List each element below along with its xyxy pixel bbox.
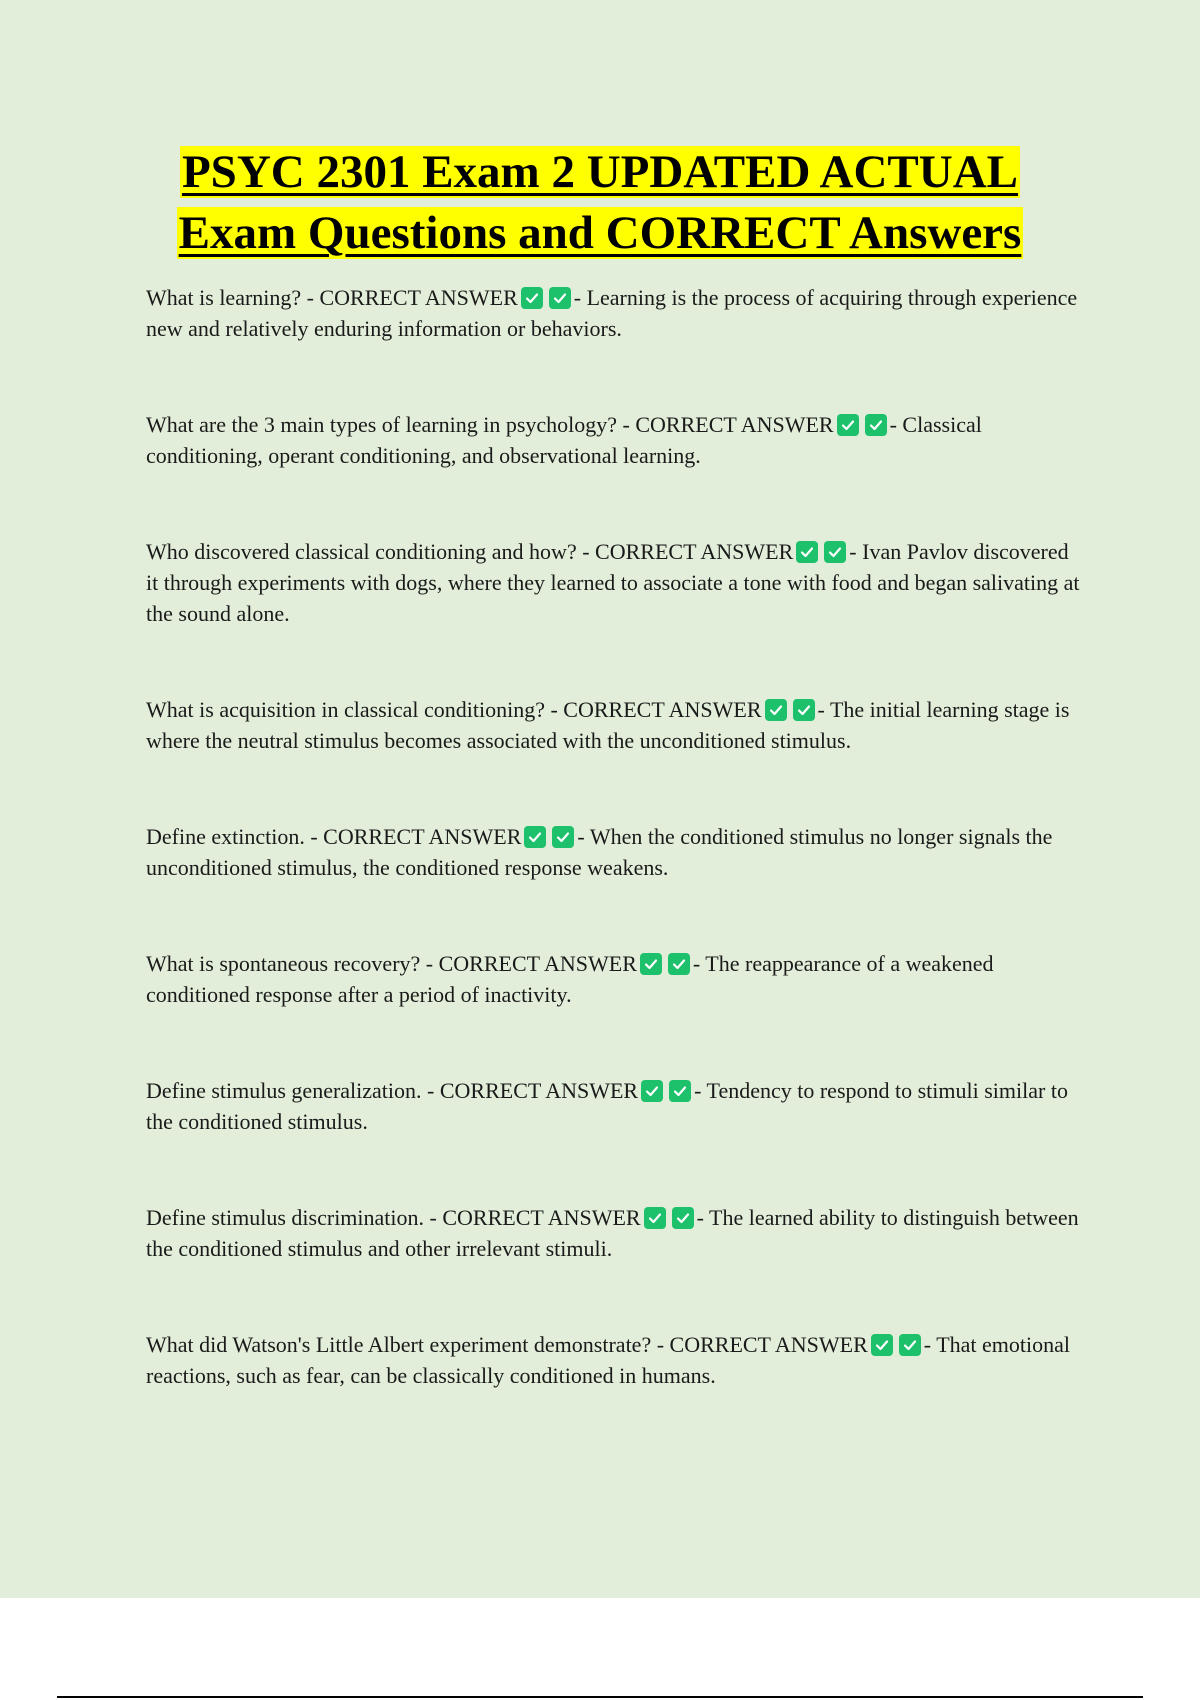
qa-item (146, 948, 1086, 1010)
correct-answer-label: CORRECT ANSWER (563, 697, 762, 722)
question-text: Who discovered classical conditioning and how? - (146, 539, 596, 564)
answer-text: - The learned ability to distinguish between the conditioned stimulus and other irrelevant stimuli. (146, 1205, 1079, 1261)
check-mark-icon (521, 287, 543, 309)
qa-item (146, 282, 1086, 344)
question-text: Define stimulus discrimination. - (146, 1205, 443, 1230)
correct-answer-label: CORRECT ANSWER (635, 412, 834, 437)
question-text: What are the 3 main types of learning in psychology? - (146, 412, 636, 437)
answer-text: - The initial learning stage is where the neutral stimulus becomes associated with the unconditioned stimulus. (146, 697, 1070, 753)
check-mark-icon (837, 414, 859, 436)
answer-text: - Ivan Pavlov discovered it through experiments with dogs, where they learned to associate a tone with food and began salivating at the sound alone. (146, 539, 1080, 626)
title-line-2: Exam Questions and CORRECT Answers (178, 207, 1022, 259)
check-mark-icon (871, 1334, 893, 1356)
qa-item (146, 1202, 1086, 1264)
qa-item (146, 1329, 1086, 1391)
check-mark-icon (644, 1207, 666, 1229)
check-mark-icon (668, 953, 690, 975)
check-mark-icon (524, 826, 546, 848)
qa-list (146, 282, 1086, 1456)
check-mark-icon (765, 699, 787, 721)
question-text: Define extinction. - (146, 824, 324, 849)
check-mark-icon (669, 1080, 691, 1102)
check-mark-icon (672, 1207, 694, 1229)
correct-answer-label: CORRECT ANSWER (669, 1332, 868, 1357)
answer-text: - Classical conditioning, operant conditioning, and observational learning. (146, 412, 982, 468)
answer-text: - When the conditioned stimulus no longer signals the unconditioned stimulus, the conditioned response weakens. (146, 824, 1053, 880)
answer-text: - The reappearance of a weakened conditioned response after a period of inactivity. (146, 951, 994, 1007)
check-mark-icon (865, 414, 887, 436)
question-text: What is spontaneous recovery? - (146, 951, 439, 976)
correct-answer-label: CORRECT ANSWER (438, 951, 637, 976)
qa-item (146, 694, 1086, 756)
correct-answer-label: CORRECT ANSWER (439, 1078, 639, 1103)
check-mark-icon (640, 953, 662, 975)
document-title (0, 142, 1200, 264)
answer-text: - That emotional reactions, such as fear, can be classically conditioned in humans. (146, 1332, 1071, 1388)
correct-answer-label: CORRECT ANSWER (319, 285, 518, 310)
question-text: What is learning? - (146, 285, 320, 310)
qa-item (146, 1075, 1086, 1137)
answer-text: - Learning is the process of acquiring through experience new and relatively enduring information or behaviors. (146, 285, 1078, 341)
correct-answer-label: CORRECT ANSWER (323, 824, 522, 849)
check-mark-icon (641, 1080, 663, 1102)
correct-answer-label: CORRECT ANSWER (595, 539, 794, 564)
question-text: Define stimulus generalization. - (146, 1078, 440, 1103)
check-mark-icon (824, 541, 846, 563)
question-text: What did Watson's Little Albert experiment demonstrate? - (146, 1332, 670, 1357)
check-mark-icon (899, 1334, 921, 1356)
check-mark-icon (549, 287, 571, 309)
answer-text: - Tendency to respond to stimuli similar to the conditioned stimulus. (146, 1078, 1068, 1134)
question-text: What is acquisition in classical conditioning? - (146, 697, 564, 722)
check-mark-icon (796, 541, 818, 563)
title-line-1: PSYC 2301 Exam 2 UPDATED ACTUAL (181, 146, 1019, 198)
check-mark-icon (552, 826, 574, 848)
qa-item (146, 536, 1086, 629)
check-mark-icon (793, 699, 815, 721)
correct-answer-label: CORRECT ANSWER (442, 1205, 641, 1230)
qa-item (146, 409, 1086, 471)
footer-divider (57, 1696, 1143, 1698)
qa-item (146, 821, 1086, 883)
